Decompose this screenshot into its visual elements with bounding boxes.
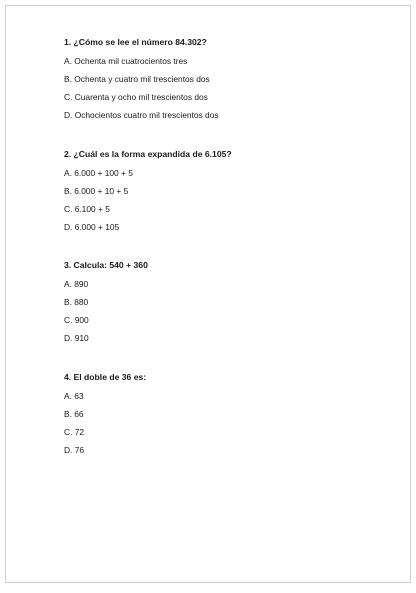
option-a: A. 890 [64,279,89,289]
question-2 [64,149,232,233]
option-d: D. 6.000 + 105 [64,222,120,232]
option-d: D. 910 [64,333,89,343]
option-d: D. 76 [64,445,85,455]
option-b: B. Ochenta y cuatro mil trescientos dos [64,74,210,84]
option-b: B. 66 [64,409,84,419]
option-a: A. 63 [64,391,84,401]
document-page [5,5,411,583]
option-b: B. 6.000 + 10 + 5 [64,186,129,196]
question-title: 4. El doble de 36 es: [64,372,147,382]
question-1 [64,37,219,121]
option-c: C. Cuarenta y ocho mil trescientos dos [64,92,208,102]
option-c: C. 72 [64,427,85,437]
question-title: 3. Calcula: 540 + 360 [64,260,148,270]
option-a: A. 6.000 + 100 + 5 [64,168,133,178]
option-b: B. 880 [64,297,89,307]
option-d: D. Ochocientos cuatro mil trescientos dos [64,110,219,120]
question-title: 1. ¿Cómo se lee el número 84.302? [64,37,207,47]
option-c: C. 900 [64,315,89,325]
option-c: C. 6.100 + 5 [64,204,110,214]
question-3 [64,260,148,344]
question-4 [64,372,146,456]
question-title: 2. ¿Cuál es la forma expandida de 6.105? [64,149,232,159]
option-a: A. Ochenta mil cuatrocientos tres [64,56,188,66]
